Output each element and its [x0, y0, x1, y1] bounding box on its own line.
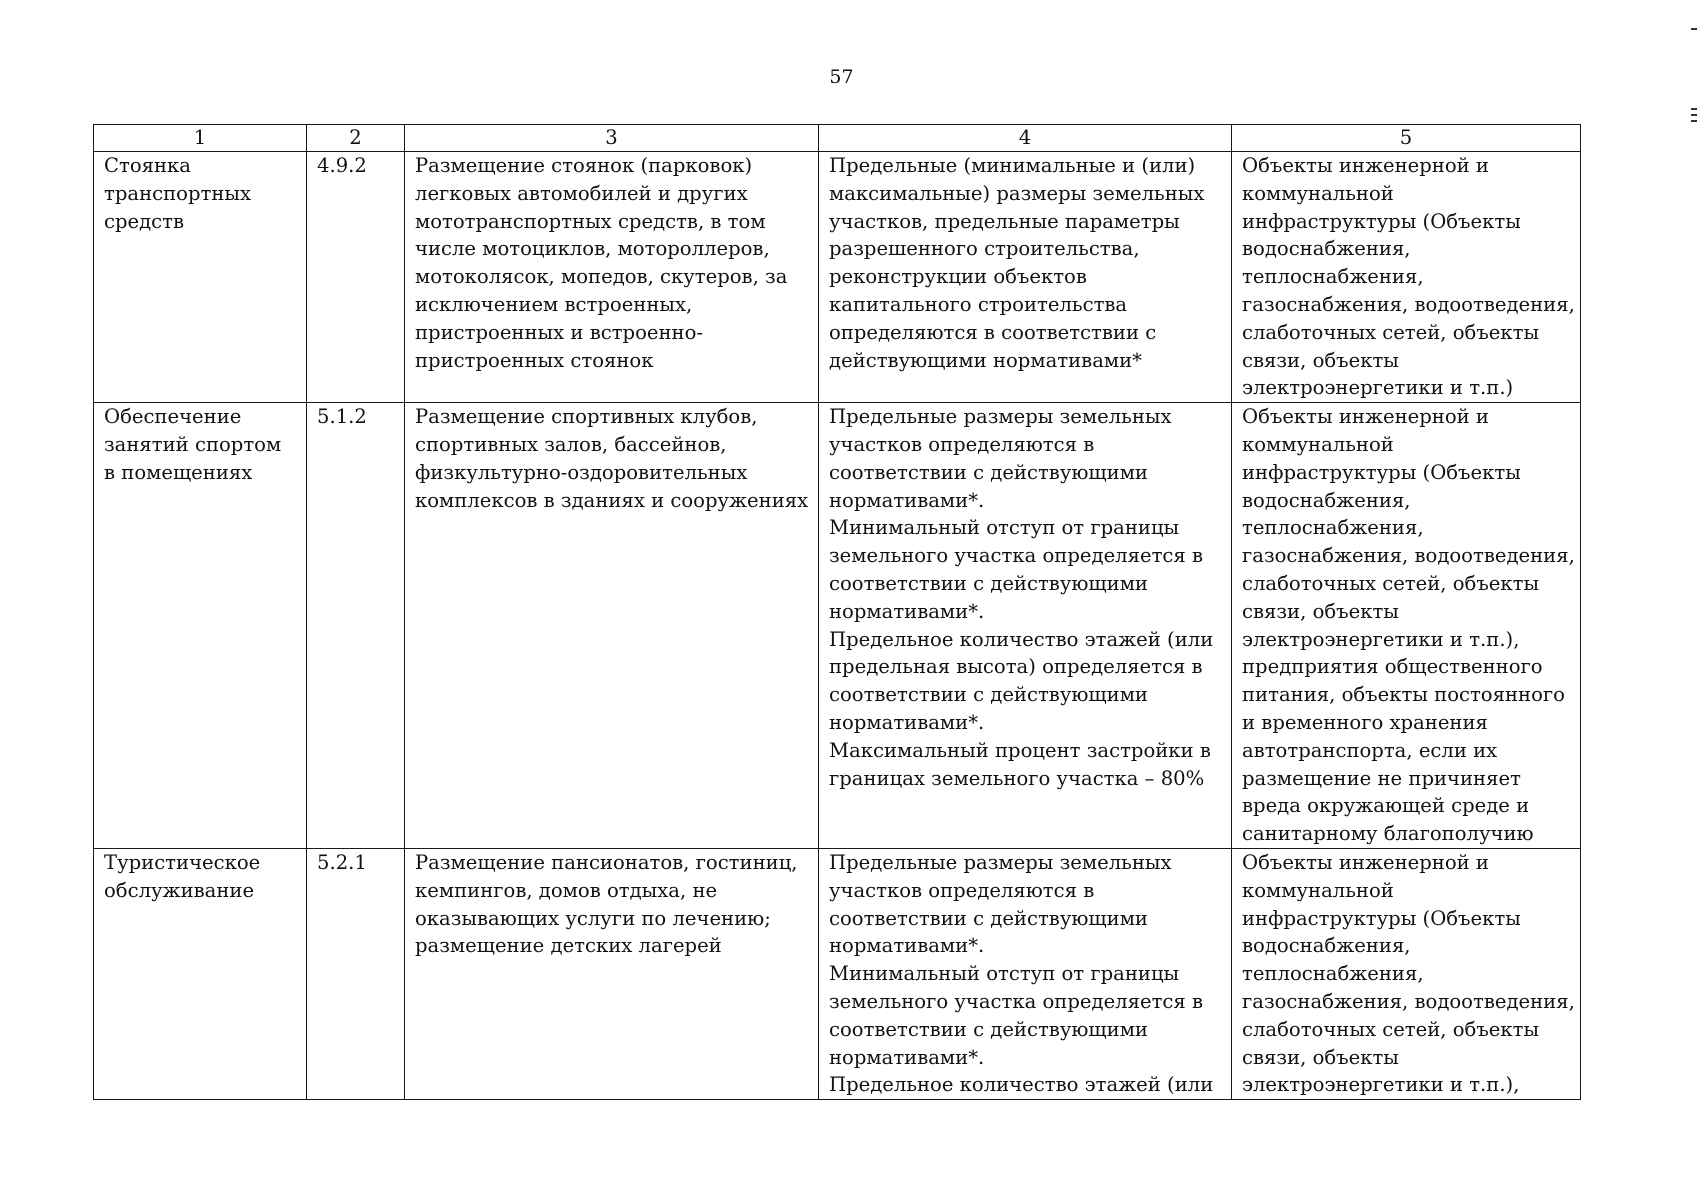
use-description-line: Размещение пансионатов, гостиниц,	[415, 850, 798, 874]
column-number: 4	[819, 125, 1232, 152]
use-type-name-line: Стоянка	[104, 154, 191, 177]
land-use-table	[93, 124, 1581, 1100]
auxiliary-uses-line: электроэнергетики и т.п.)	[1242, 376, 1514, 400]
construction-parameters-line: участков, предельные параметры	[829, 209, 1180, 233]
auxiliary-uses-line: инфраструктуры (Объекты	[1242, 906, 1521, 930]
use-description-cell	[405, 152, 819, 403]
edge-mark	[1691, 108, 1697, 110]
auxiliary-uses-line: Объекты инженерной и	[1242, 850, 1489, 874]
auxiliary-uses-line: слаботочных сетей, объекты	[1242, 320, 1540, 344]
construction-parameters-line: участков определяются в	[829, 878, 1095, 902]
construction-parameters-line: максимальные) размеры земельных	[829, 181, 1205, 205]
auxiliary-uses-line: водоснабжения,	[1242, 488, 1411, 512]
construction-parameters-line: нормативами*.	[829, 934, 985, 958]
auxiliary-uses-line: водоснабжения,	[1242, 934, 1411, 958]
auxiliary-uses-line: предприятия общественного	[1242, 655, 1543, 679]
auxiliary-uses-line: газоснабжения, водоотведения,	[1242, 544, 1575, 568]
auxiliary-uses-line: связи, объекты	[1242, 348, 1399, 372]
use-type-name-cell	[94, 403, 307, 849]
use-type-name-cell	[94, 152, 307, 403]
column-number-row	[94, 125, 1581, 152]
auxiliary-uses-line: инфраструктуры (Объекты	[1242, 209, 1521, 233]
use-type-code: 5.2.1	[317, 850, 367, 874]
auxiliary-uses-line: Объекты инженерной и	[1242, 154, 1489, 177]
auxiliary-uses-line: теплоснабжения,	[1242, 516, 1424, 540]
auxiliary-uses-line: газоснабжения, водоотведения,	[1242, 292, 1575, 316]
construction-parameters-cell	[819, 403, 1232, 849]
column-number: 5	[1232, 125, 1581, 152]
construction-parameters-cell	[819, 848, 1232, 1099]
construction-parameters-line: участков определяются в	[829, 432, 1095, 456]
construction-parameters-line: соответствии с действующими	[829, 683, 1148, 707]
auxiliary-uses-line: коммунальной	[1242, 878, 1394, 902]
auxiliary-uses-line: связи, объекты	[1242, 599, 1399, 623]
table-row	[94, 848, 1581, 1099]
use-type-code-cell	[307, 403, 405, 849]
use-type-code: 4.9.2	[317, 154, 367, 177]
auxiliary-uses-line: коммунальной	[1242, 181, 1394, 205]
construction-parameters-line: Предельные размеры земельных	[829, 405, 1172, 429]
use-description-line: мототранспортных средств, в том	[415, 209, 766, 233]
auxiliary-uses-line: размещение не причиняет	[1242, 766, 1521, 790]
construction-parameters-line: нормативами*.	[829, 710, 985, 734]
table-row	[94, 152, 1581, 403]
construction-parameters-line: соответствии с действующими	[829, 906, 1148, 930]
auxiliary-uses-line: инфраструктуры (Объекты	[1242, 460, 1521, 484]
column-number: 3	[405, 125, 819, 152]
auxiliary-uses-line: автотранспорта, если их	[1242, 738, 1498, 762]
use-type-name-line: в помещениях	[104, 460, 253, 484]
construction-parameters-line: Максимальный процент застройки в	[829, 738, 1211, 762]
auxiliary-uses-line: электроэнергетики и т.п.),	[1242, 627, 1520, 651]
use-description-cell	[405, 403, 819, 849]
column-number: 2	[307, 125, 405, 152]
use-description-line: числе мотоциклов, мотороллеров,	[415, 237, 770, 261]
auxiliary-uses-line: коммунальной	[1242, 432, 1394, 456]
auxiliary-uses-line: электроэнергетики и т.п.),	[1242, 1073, 1520, 1097]
construction-parameters-line: Минимальный отступ от границы	[829, 962, 1180, 986]
auxiliary-uses-line: связи, объекты	[1242, 1045, 1399, 1069]
auxiliary-uses-line: вреда окружающей среде и	[1242, 794, 1530, 818]
auxiliary-uses-line: теплоснабжения,	[1242, 265, 1424, 289]
use-description-line: спортивных залов, бассейнов,	[415, 432, 727, 456]
auxiliary-uses-line: питания, объекты постоянного	[1242, 683, 1565, 707]
construction-parameters-line: нормативами*.	[829, 1045, 985, 1069]
page-number: 57	[829, 66, 854, 88]
edge-mark	[1691, 120, 1697, 122]
use-description-line: оказывающих услуги по лечению;	[415, 906, 771, 930]
construction-parameters-line: Предельные размеры земельных	[829, 850, 1172, 874]
construction-parameters-line: границах земельного участка – 80%	[829, 766, 1205, 790]
auxiliary-uses-line: водоснабжения,	[1242, 237, 1411, 261]
use-description-line: мотоколясок, мопедов, скутеров, за	[415, 265, 788, 289]
construction-parameters-line: действующими нормативами*	[829, 348, 1142, 372]
construction-parameters-line: земельного участка определяется в	[829, 544, 1204, 568]
use-type-name-line: занятий спортом	[104, 432, 282, 456]
use-type-name-line: транспортных	[104, 181, 252, 205]
use-description-line: Размещение спортивных клубов,	[415, 405, 758, 429]
construction-parameters-line: земельного участка определяется в	[829, 989, 1204, 1013]
use-description-line: размещение детских лагерей	[415, 934, 722, 958]
use-type-name-line: обслуживание	[104, 878, 255, 902]
construction-parameters-line: капитального строительства	[829, 292, 1128, 316]
construction-parameters-line: реконструкции объектов	[829, 265, 1087, 289]
use-type-code: 5.1.2	[317, 405, 367, 429]
construction-parameters-line: Предельные (минимальные и (или)	[829, 154, 1196, 177]
auxiliary-uses-cell	[1232, 152, 1581, 403]
construction-parameters-line: Предельное количество этажей (или	[829, 1073, 1214, 1097]
use-description-line: Размещение стоянок (парковок)	[415, 154, 753, 177]
auxiliary-uses-line: Объекты инженерной и	[1242, 405, 1489, 429]
table-row	[94, 403, 1581, 849]
auxiliary-uses-cell	[1232, 848, 1581, 1099]
use-description-line: комплексов в зданиях и сооружениях	[415, 488, 809, 512]
construction-parameters-cell	[819, 152, 1232, 403]
use-description-cell	[405, 848, 819, 1099]
use-type-name-cell	[94, 848, 307, 1099]
construction-parameters-line: соответствии с действующими	[829, 571, 1148, 595]
auxiliary-uses-line: слаботочных сетей, объекты	[1242, 1017, 1540, 1041]
auxiliary-uses-cell	[1232, 403, 1581, 849]
edge-mark	[1691, 114, 1697, 116]
use-description-line: физкультурно-оздоровительных	[415, 460, 748, 484]
use-description-line: легковых автомобилей и других	[415, 181, 748, 205]
column-number: 1	[94, 125, 307, 152]
use-type-name-line: средств	[104, 209, 185, 233]
use-description-line: исключением встроенных,	[415, 292, 693, 316]
construction-parameters-line: нормативами*.	[829, 488, 985, 512]
construction-parameters-line: определяются в соответствии с	[829, 320, 1157, 344]
use-type-code-cell	[307, 848, 405, 1099]
construction-parameters-line: соответствии с действующими	[829, 1017, 1148, 1041]
auxiliary-uses-line: санитарному благополучию	[1242, 822, 1534, 846]
construction-parameters-line: Предельное количество этажей (или	[829, 627, 1214, 651]
construction-parameters-line: нормативами*.	[829, 599, 985, 623]
auxiliary-uses-line: слаботочных сетей, объекты	[1242, 571, 1540, 595]
construction-parameters-line: соответствии с действующими	[829, 460, 1148, 484]
use-description-line: кемпингов, домов отдыха, не	[415, 878, 718, 902]
use-type-name-line: Обеспечение	[104, 405, 242, 429]
use-type-code-cell	[307, 152, 405, 403]
auxiliary-uses-line: газоснабжения, водоотведения,	[1242, 989, 1575, 1013]
construction-parameters-line: разрешенного строительства,	[829, 237, 1140, 261]
auxiliary-uses-line: и временного хранения	[1242, 710, 1488, 734]
use-type-name-line: Туристическое	[104, 850, 261, 874]
construction-parameters-line: Минимальный отступ от границы	[829, 516, 1180, 540]
use-description-line: пристроенных и встроенно-	[415, 320, 704, 344]
edge-mark	[1691, 28, 1697, 30]
construction-parameters-line: предельная высота) определяется в	[829, 655, 1203, 679]
use-description-line: пристроенных стоянок	[415, 348, 654, 372]
auxiliary-uses-line: теплоснабжения,	[1242, 962, 1424, 986]
